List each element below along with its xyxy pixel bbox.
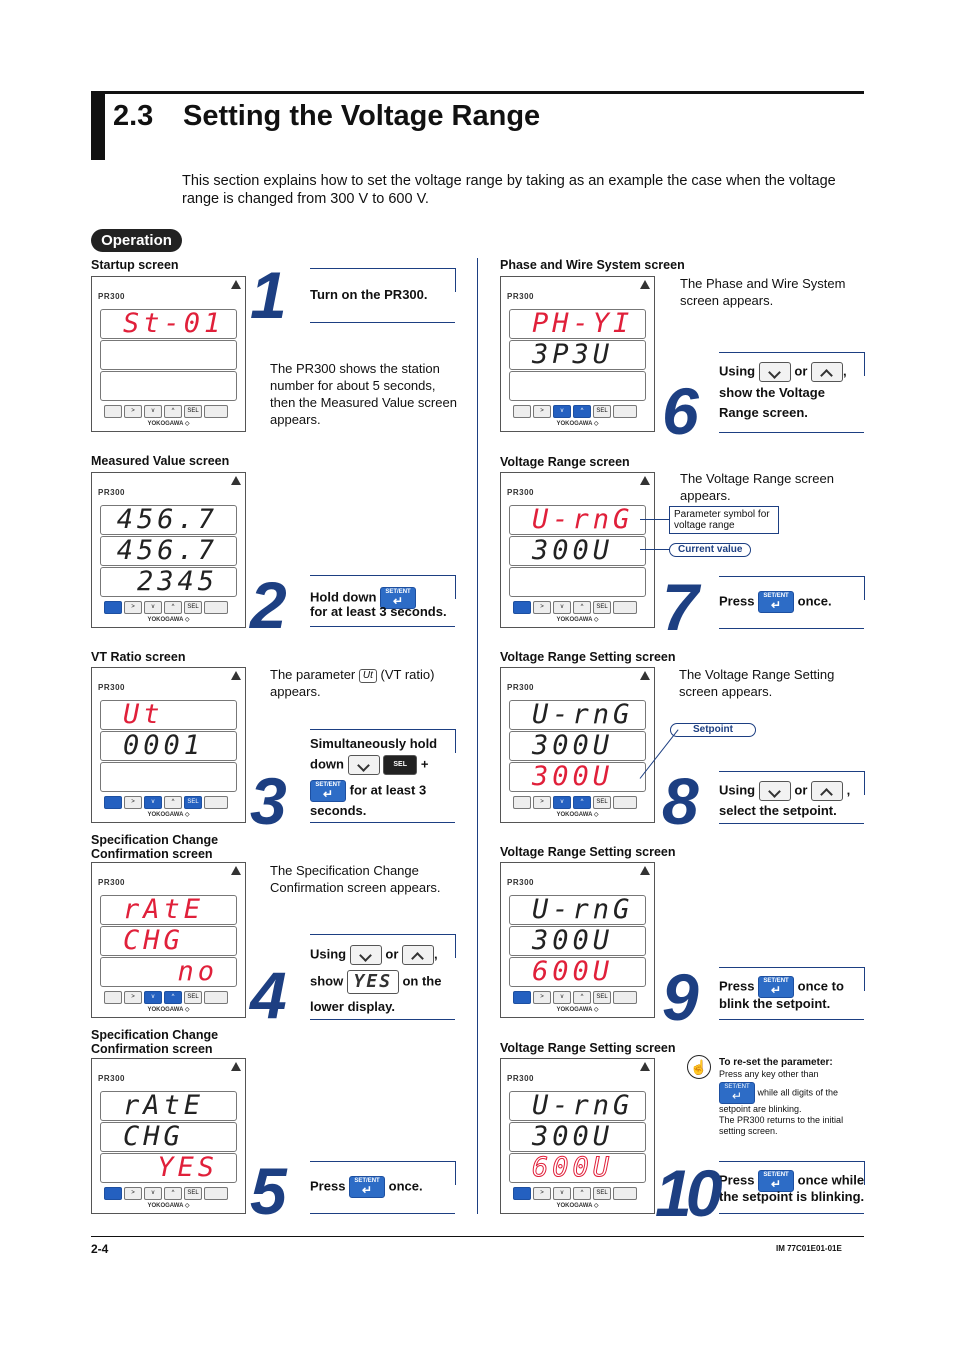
lcd-lower: 300U <box>509 762 646 792</box>
step-6-vline <box>864 352 865 376</box>
callout-current-value: Current value <box>669 543 751 557</box>
lcd-middle: 300U <box>509 1122 646 1152</box>
key-right-icon: > <box>124 991 142 1004</box>
step-1-number: 1 <box>250 258 281 332</box>
step-1-note: The PR300 shows the station number for about 5 seconds, then the Measured Value screen appears. <box>270 361 457 427</box>
step-4-onthe: on the <box>402 973 442 989</box>
key-a-icon <box>513 796 531 809</box>
key-sel-icon: SEL <box>184 405 202 418</box>
step-7-vline <box>864 576 865 600</box>
column-divider <box>477 258 478 1214</box>
step-9-bottomline <box>719 1019 864 1020</box>
step-5-vline <box>455 1161 456 1185</box>
step-9-topline <box>719 967 864 968</box>
step-1-action: Turn on the PR300. <box>310 287 428 302</box>
key-down-icon: v <box>553 796 571 809</box>
key-right-icon: > <box>533 1187 551 1200</box>
lcd-middle: 0001 <box>100 731 237 761</box>
set-ent-key-icon <box>310 780 346 802</box>
key-sel-icon: SEL <box>184 1187 202 1200</box>
step-8-topline <box>719 771 864 772</box>
key-mode-icon <box>613 405 637 418</box>
key-a-icon <box>513 991 531 1004</box>
device-brand: PR300 <box>98 1074 125 1083</box>
step-3-note <box>270 666 460 700</box>
lcd-middle: CHG <box>100 926 237 956</box>
step-6-bottomline <box>719 432 864 433</box>
device-logo: YOKOGAWA ◇ <box>556 1007 599 1013</box>
document-id: IM 77C01E01-01E <box>776 1244 842 1253</box>
set-ent-key-icon <box>719 1082 755 1104</box>
step-6-or: or <box>794 363 808 379</box>
step-3-vline <box>455 729 456 753</box>
set-key-label: SET/ENT <box>385 589 411 595</box>
lcd-lower <box>100 371 237 401</box>
step-3-down: down <box>310 756 344 772</box>
step-6-text-a <box>719 362 847 382</box>
warning-icon <box>640 866 650 875</box>
step-4-bottomline <box>310 1019 455 1020</box>
step-3-atleast: for at least 3 <box>349 782 427 798</box>
screen-label-startup: Startup screen <box>91 258 179 272</box>
key-mode-icon <box>613 991 637 1004</box>
key-up-icon: ^ <box>164 1187 182 1200</box>
up-key-icon <box>811 781 843 801</box>
step-5-once: once. <box>388 1178 423 1194</box>
lcd-middle: 456.7 <box>100 536 237 566</box>
step-3-plus: + <box>420 756 429 772</box>
device-panel-vr-setting-1 <box>500 667 655 823</box>
lcd-middle <box>100 340 237 370</box>
step-6-using: Using <box>719 363 756 379</box>
lcd-lower <box>509 567 646 597</box>
step-3-number: 3 <box>250 764 281 838</box>
key-a-icon <box>104 405 122 418</box>
callout-setpoint: Setpoint <box>670 723 756 737</box>
top-rule <box>91 91 864 94</box>
key-up-icon: ^ <box>573 1187 591 1200</box>
set-ent-key-icon <box>349 1176 385 1198</box>
key-right-icon: > <box>533 991 551 1004</box>
key-right-icon: > <box>124 796 142 809</box>
device-panel-spec-change-2 <box>91 1058 246 1214</box>
lcd-lower: 2345 <box>100 567 237 597</box>
device-keys <box>104 601 236 613</box>
device-panel-phase-wire <box>500 276 655 432</box>
tip-line-1: Press any key other than <box>719 1069 819 1079</box>
lcd-lower: 600U <box>509 957 646 987</box>
key-up-icon: ^ <box>573 991 591 1004</box>
step-8-number: 8 <box>662 764 693 838</box>
key-down-icon: v <box>553 991 571 1004</box>
screen-label-measured: Measured Value screen <box>91 454 230 468</box>
key-up-icon: ^ <box>164 796 182 809</box>
device-keys <box>104 991 236 1003</box>
key-sel-icon: SEL <box>593 1187 611 1200</box>
key-up-icon: ^ <box>164 991 182 1004</box>
key-mode-icon <box>613 601 637 614</box>
lcd-middle: 300U <box>509 926 646 956</box>
tip-title: To re-set the parameter: <box>719 1057 833 1068</box>
key-a-icon <box>104 601 122 614</box>
step-10-oncewhile: once while <box>797 1172 865 1188</box>
lcd-upper: U-rnG <box>509 1091 646 1121</box>
key-mode-icon <box>613 1187 637 1200</box>
step-4-show: show <box>310 973 344 989</box>
lcd-lower: no <box>100 957 237 987</box>
device-logo: YOKOGAWA ◇ <box>147 421 190 427</box>
key-sel-icon: SEL <box>593 601 611 614</box>
device-logo: YOKOGAWA ◇ <box>556 812 599 818</box>
step-3-text-b <box>310 755 428 775</box>
warning-icon <box>640 671 650 680</box>
step-1-topline <box>310 268 455 269</box>
step-4-text-b <box>310 970 441 994</box>
up-key-icon <box>402 945 434 965</box>
vt-symbol-icon: Ut <box>359 669 377 683</box>
step-8-note: The Voltage Range Setting screen appears. <box>679 667 835 699</box>
step-6-comma: , <box>843 363 847 379</box>
step-10-topline <box>719 1161 864 1162</box>
key-mode-icon <box>613 796 637 809</box>
step-3-bottomline <box>310 822 455 823</box>
yes-display-icon: YES <box>347 970 399 994</box>
screen-label-phase-wire: Phase and Wire System screen <box>500 258 685 272</box>
warning-icon <box>231 476 241 485</box>
callout-current-line <box>640 549 670 550</box>
key-mode-icon <box>204 796 228 809</box>
step-4-note: The Specification Change Confirmation screen appears. <box>270 863 441 895</box>
step-3-text-d: seconds. <box>310 803 367 818</box>
warning-icon <box>231 671 241 680</box>
step-10-number: 10 <box>655 1156 717 1230</box>
screen-label-vr-setting-1: Voltage Range Setting screen <box>500 650 676 664</box>
step-8-text-b: select the setpoint. <box>719 803 837 818</box>
step-10-vline <box>864 1161 865 1185</box>
device-keys <box>513 796 645 808</box>
device-logo: YOKOGAWA ◇ <box>147 617 190 623</box>
step-4-text-a <box>310 945 438 965</box>
step-9-text-b: blink the setpoint. <box>719 996 831 1011</box>
lcd-upper: U-rnG <box>509 895 646 925</box>
step-1-bottomline <box>310 322 455 323</box>
key-right-icon: > <box>533 601 551 614</box>
warning-icon <box>640 1062 650 1071</box>
set-key-label: SET/ENT <box>763 1172 789 1178</box>
step-9-number: 9 <box>662 960 693 1034</box>
step-2-topline <box>310 575 455 576</box>
key-down-icon: v <box>144 405 162 418</box>
down-key-icon <box>759 781 791 801</box>
key-right-icon: > <box>533 405 551 418</box>
footer-rule <box>91 1236 864 1237</box>
step-7-number: 7 <box>662 570 693 644</box>
lcd-upper: rAtE <box>100 1091 237 1121</box>
step-4-text-c: lower display. <box>310 999 396 1014</box>
key-sel-icon: SEL <box>593 796 611 809</box>
key-right-icon: > <box>124 1187 142 1200</box>
device-brand: PR300 <box>507 1074 534 1083</box>
step-8-or: or <box>794 782 808 798</box>
key-a-icon <box>104 1187 122 1200</box>
device-panel-voltage-range <box>500 472 655 628</box>
step-9-onceto: once to <box>797 978 844 994</box>
screen-label-vr-setting-2: Voltage Range Setting screen <box>500 845 676 859</box>
step-2-vline <box>455 575 456 599</box>
step-8-using: Using <box>719 782 756 798</box>
step-6-number: 6 <box>662 374 693 448</box>
device-keys <box>513 991 645 1003</box>
lcd-upper: St-01 <box>100 309 237 339</box>
tip-line-2 <box>719 1082 864 1115</box>
tip-line-3: The PR300 returns to the initial setting screen. <box>719 1115 844 1136</box>
device-brand: PR300 <box>98 292 125 301</box>
lcd-upper: PH-YI <box>509 309 646 339</box>
callout-param-line <box>640 519 670 520</box>
key-mode-icon <box>204 991 228 1004</box>
key-down-icon: v <box>553 405 571 418</box>
warning-icon <box>640 476 650 485</box>
tip-box <box>719 1057 864 1137</box>
lcd-upper: U-rnG <box>509 505 646 535</box>
step-5-topline <box>310 1161 455 1162</box>
warning-icon <box>231 1062 241 1071</box>
key-down-icon: v <box>144 601 162 614</box>
down-key-icon <box>350 945 382 965</box>
lcd-middle: 3P3U <box>509 340 646 370</box>
screen-label-vr-setting-3: Voltage Range Setting screen <box>500 1041 676 1055</box>
step-6-note: The Phase and Wire System screen appears. <box>680 276 846 308</box>
sel-key-icon: SEL <box>383 755 417 775</box>
lcd-lower-blinking: 600U <box>509 1153 646 1183</box>
device-logo: YOKOGAWA ◇ <box>147 812 190 818</box>
step-4-using: Using <box>310 946 347 962</box>
screen-label-voltage-range: Voltage Range screen <box>500 455 630 469</box>
device-keys <box>513 405 645 417</box>
hand-pointer-icon: ☝ <box>687 1055 711 1079</box>
key-right-icon: > <box>533 796 551 809</box>
key-sel-icon: SEL <box>593 991 611 1004</box>
device-keys <box>513 601 645 613</box>
device-logo: YOKOGAWA ◇ <box>556 617 599 623</box>
key-a-icon <box>104 991 122 1004</box>
device-logo: YOKOGAWA ◇ <box>147 1007 190 1013</box>
device-brand: PR300 <box>507 878 534 887</box>
key-up-icon: ^ <box>573 796 591 809</box>
key-down-icon: v <box>553 1187 571 1200</box>
step-3-text-c <box>310 780 426 802</box>
step-8-bottomline <box>719 823 864 824</box>
page-number: 2-4 <box>91 1242 109 1256</box>
lcd-lower: YES <box>100 1153 237 1183</box>
key-mode-icon <box>204 405 228 418</box>
lcd-upper: rAtE <box>100 895 237 925</box>
device-logo: YOKOGAWA ◇ <box>556 421 599 427</box>
step-7-press: Press <box>719 593 755 609</box>
set-key-label: SET/ENT <box>354 1178 380 1184</box>
key-a-icon <box>104 796 122 809</box>
step-7-topline <box>719 576 864 577</box>
callout-param-symbol: Parameter symbol for voltage range <box>669 506 779 534</box>
up-key-icon <box>811 362 843 382</box>
step-9-vline <box>864 967 865 991</box>
step-6-topline <box>719 352 864 353</box>
lcd-middle: 300U <box>509 536 646 566</box>
screen-label-spec-change-1: Specification Change Confirmation screen <box>91 833 219 861</box>
lcd-upper: U-rnG <box>509 700 646 730</box>
key-down-icon: v <box>144 796 162 809</box>
step-7-bottomline <box>719 628 864 629</box>
step-2-hold: Hold down <box>310 589 377 605</box>
step-2-text-b: for at least 3 seconds. <box>310 604 447 619</box>
device-panel-measured <box>91 472 246 628</box>
set-key-label: SET/ENT <box>763 978 789 984</box>
tip-line-2-text: while all digits of the setpoint are blinking. <box>719 1087 839 1114</box>
step-4-vline <box>455 934 456 958</box>
screen-label-spec-change-2: Specification Change Confirmation screen <box>91 1028 219 1056</box>
step-3-topline <box>310 729 455 730</box>
device-brand: PR300 <box>98 878 125 887</box>
step-6-text-c: Range screen. <box>719 405 808 420</box>
key-up-icon: ^ <box>573 405 591 418</box>
key-sel-icon: SEL <box>184 991 202 1004</box>
key-up-icon: ^ <box>573 601 591 614</box>
key-sel-icon: SEL <box>593 405 611 418</box>
set-key-label: SET/ENT <box>315 782 341 788</box>
lcd-middle: 300U <box>509 731 646 761</box>
key-down-icon: v <box>144 991 162 1004</box>
section-number: 2.3 <box>113 100 154 132</box>
step-8-vline <box>864 771 865 795</box>
device-brand: PR300 <box>98 488 125 497</box>
step-2-number: 2 <box>250 568 281 642</box>
key-up-icon: ^ <box>164 405 182 418</box>
step-8-text-a <box>719 781 850 801</box>
section-title <box>113 100 540 133</box>
device-logo: YOKOGAWA ◇ <box>556 1203 599 1209</box>
down-key-icon <box>348 755 380 775</box>
step-5-text <box>310 1176 423 1198</box>
step-3-text-a: Simultaneously hold <box>310 736 438 751</box>
key-a-icon <box>513 601 531 614</box>
warning-icon <box>231 866 241 875</box>
key-mode-icon <box>204 601 228 614</box>
device-keys <box>104 796 236 808</box>
step-4-or: or <box>385 946 399 962</box>
step-7-text <box>719 591 832 613</box>
device-brand: PR300 <box>98 683 125 692</box>
step-5-number: 5 <box>250 1154 281 1228</box>
lcd-upper: Ut <box>100 700 237 730</box>
device-logo: YOKOGAWA ◇ <box>147 1203 190 1209</box>
step-10-bottomline <box>719 1213 864 1214</box>
device-panel-startup <box>91 276 246 432</box>
device-panel-vr-setting-3 <box>500 1058 655 1214</box>
down-key-icon <box>759 362 791 382</box>
step-7-note: The Voltage Range screen appears. <box>680 471 834 503</box>
key-sel-icon: SEL <box>184 796 202 809</box>
device-brand: PR300 <box>507 683 534 692</box>
key-down-icon: v <box>553 601 571 614</box>
key-sel-icon: SEL <box>184 601 202 614</box>
key-mode-icon <box>204 1187 228 1200</box>
warning-icon <box>231 280 241 289</box>
lcd-upper: 456.7 <box>100 505 237 535</box>
device-panel-vt <box>91 667 246 823</box>
key-down-icon: v <box>144 1187 162 1200</box>
lcd-middle: CHG <box>100 1122 237 1152</box>
step-4-comma: , <box>434 946 438 962</box>
step-9-press: Press <box>719 978 755 994</box>
screen-label-vt: VT Ratio screen <box>91 650 186 664</box>
step-4-number: 4 <box>250 958 281 1032</box>
device-keys <box>104 405 236 417</box>
device-panel-spec-change-1 <box>91 862 246 1018</box>
key-right-icon: > <box>124 405 142 418</box>
set-key-label: SET/ENT <box>763 593 789 599</box>
step-2-bottomline <box>310 626 455 627</box>
operation-badge: Operation <box>91 229 182 252</box>
step-10-text-b: the setpoint is blinking. <box>719 1189 865 1204</box>
device-panel-vr-setting-2 <box>500 862 655 1018</box>
device-brand: PR300 <box>507 488 534 497</box>
key-up-icon: ^ <box>164 601 182 614</box>
device-keys <box>104 1187 236 1199</box>
lcd-lower <box>509 371 646 401</box>
step-5-bottomline <box>310 1213 455 1214</box>
key-a-icon <box>513 405 531 418</box>
step-7-once: once. <box>797 593 832 609</box>
step-3-note-a: The parameter <box>270 667 356 682</box>
intro-paragraph: This section explains how to set the voltage range by taking as an example the case when the voltage range is changed from 300 V to 600 V. <box>182 173 836 207</box>
step-5-press: Press <box>310 1178 346 1194</box>
key-a-icon <box>513 1187 531 1200</box>
step-4-topline <box>310 934 455 935</box>
section-marker-bar <box>91 91 105 160</box>
device-brand: PR300 <box>507 292 534 301</box>
lcd-lower <box>100 762 237 792</box>
step-10-press: Press <box>719 1172 755 1188</box>
step-1-vline <box>455 268 456 292</box>
step-3-note-b: (VT ratio) appears. <box>270 667 435 699</box>
set-key-label: SET/ENT <box>724 1084 750 1090</box>
step-8-comma: , <box>846 782 851 798</box>
set-ent-key-icon <box>758 591 794 613</box>
section-title-text: Setting the Voltage Range <box>183 100 541 132</box>
key-right-icon: > <box>124 601 142 614</box>
warning-icon <box>640 280 650 289</box>
device-keys <box>513 1187 645 1199</box>
step-6-text-b: show the Voltage <box>719 385 825 400</box>
